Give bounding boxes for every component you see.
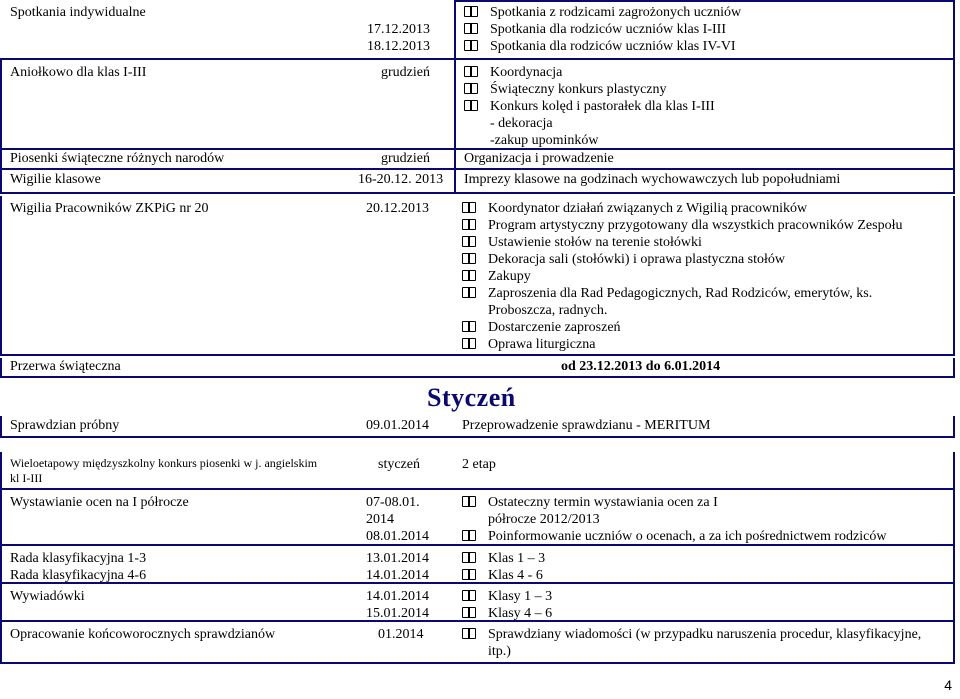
list-item: Oprawa liturgiczna [462,336,955,353]
list-item: Klasy 1 – 3 [462,588,955,605]
list-item: Dekoracja sali (stołówki) i oprawa plastyczna stołów [462,251,955,268]
book-icon [462,219,476,231]
list-item: Spotkania dla rodziców uczniów klas IV-VI [464,38,955,55]
event-name: Przerwa świąteczna [10,359,121,374]
list-item: Ustawienie stołów na terenie stołówki [462,234,955,251]
book-icon [464,6,478,18]
list-item: Sprawdziany wiadomości (w przypadku naruszenia procedur, klasyfikacyjne, itp.) [462,626,955,660]
sub-item: - dekoracja [490,116,553,131]
book-icon [462,321,476,333]
event-name: Rada klasyfikacyjna 1-3 Rada klasyfikacyjna 4-6 [10,551,147,583]
list-item: Zaproszenia dla Rad Pedagogicznych, Rad Rodziców, emerytów, ks. Proboszcza, radnych. [462,285,955,319]
book-icon [462,607,476,619]
list-item: Klas 4 - 6 [462,567,955,584]
event-name: Wigilia Pracowników ZKPiG nr 20 [10,201,209,216]
table-row [0,622,955,664]
table-row [0,546,955,584]
list-item: Poinformowanie uczniów o ocenach, a za ich pośrednictwem rodziców [462,528,955,545]
event-date: styczeń [378,457,420,472]
event-details [454,0,955,58]
list-item: Klasy 4 – 6 [462,605,955,622]
table-row [0,60,955,150]
table-row [0,196,955,356]
book-icon [462,496,476,508]
table-row [0,584,955,622]
book-icon [462,530,476,542]
event-date: 13.01.2014 14.01.2014 [366,551,429,583]
event-date: 01.2014 [378,627,424,642]
break-period: od 23.12.2013 do 6.01.2014 [561,359,721,374]
event-details: Organizacja i prowadzenie [454,150,955,168]
list-item: Spotkania dla rodziców uczniów klas I-III [464,21,955,38]
book-icon [464,100,478,112]
table-row [0,358,955,378]
table-row [0,490,955,546]
book-icon [462,253,476,265]
event-name: Wywiadówki [10,589,85,604]
event-name: Opracowanie końcoworocznych sprawdzianów [10,627,276,642]
table-row [0,0,955,60]
event-name: Aniołkowo dla klas I-III [10,65,147,80]
book-icon [462,628,476,640]
table-row [0,452,955,490]
table-row [0,150,955,170]
book-icon [462,338,476,350]
event-date: 20.12.2013 [366,201,429,216]
book-icon [462,236,476,248]
event-date: 09.01.2014 [366,418,429,433]
list-item: Program artystyczny przygotowany dla wszystkich pracowników Zespołu [462,217,955,234]
table-row [0,416,955,438]
list-item: Świąteczny konkurs plastyczny [464,81,955,98]
event-details [454,196,955,354]
event-name: Spotkania indywidualne [10,5,146,20]
book-icon [464,40,478,52]
page-number: 4 [944,677,952,693]
event-date: grudzień [381,65,430,80]
event-details [454,546,955,582]
event-details [454,60,955,148]
list-item: Konkurs kolęd i pastorałek dla klas I-III [464,98,955,115]
book-icon [462,270,476,282]
book-icon [462,569,476,581]
event-details [454,490,955,544]
list-item: Klas 1 – 3 [462,550,955,567]
event-name: Piosenki świąteczne różnych narodów [10,151,225,166]
sub-item: -zakup upominków [490,133,599,148]
book-icon [462,202,476,214]
event-name: Wystawianie ocen na I półrocze [10,495,189,510]
event-date: 17.12.2013 18.12.2013 [367,22,430,54]
book-icon [462,287,476,299]
event-date: 07-08.01. 2014 08.01.2014 [366,495,429,544]
event-details: Imprezy klasowe na godzinach wychowawczych lub popołudniami [454,170,955,192]
month-heading: Styczeń [427,383,516,412]
event-date: grudzień [381,151,430,166]
list-item: Koordynacja [464,64,955,81]
event-details [454,622,955,662]
book-icon [462,590,476,602]
book-icon [462,552,476,564]
event-name: Sprawdzian próbny [10,418,120,433]
list-item: Ostateczny termin wystawiania ocen za I półrocze 2012/2013 [462,494,955,528]
event-details: Przeprowadzenie sprawdzianu - MERITUM [462,418,711,433]
list-item: Koordynator działań związanych z Wigilią pracowników [462,200,955,217]
event-date: 14.01.2014 15.01.2014 [366,589,429,621]
event-name: Wigilie klasowe [10,172,101,187]
list-item: Spotkania z rodzicami zagrożonych uczniów [464,4,955,21]
list-item: Dostarczenie zaproszeń [462,319,955,336]
event-details: 2 etap [462,457,496,472]
book-icon [464,66,478,78]
list-item: Zakupy [462,268,955,285]
book-icon [464,83,478,95]
table-row [0,170,955,194]
event-name: Wieloetapowy międzyszkolny konkurs piosenki w j. angielskim kl I-III [10,456,318,485]
event-details [454,584,955,620]
event-date: 16-20.12. 2013 [358,172,444,187]
book-icon [464,23,478,35]
